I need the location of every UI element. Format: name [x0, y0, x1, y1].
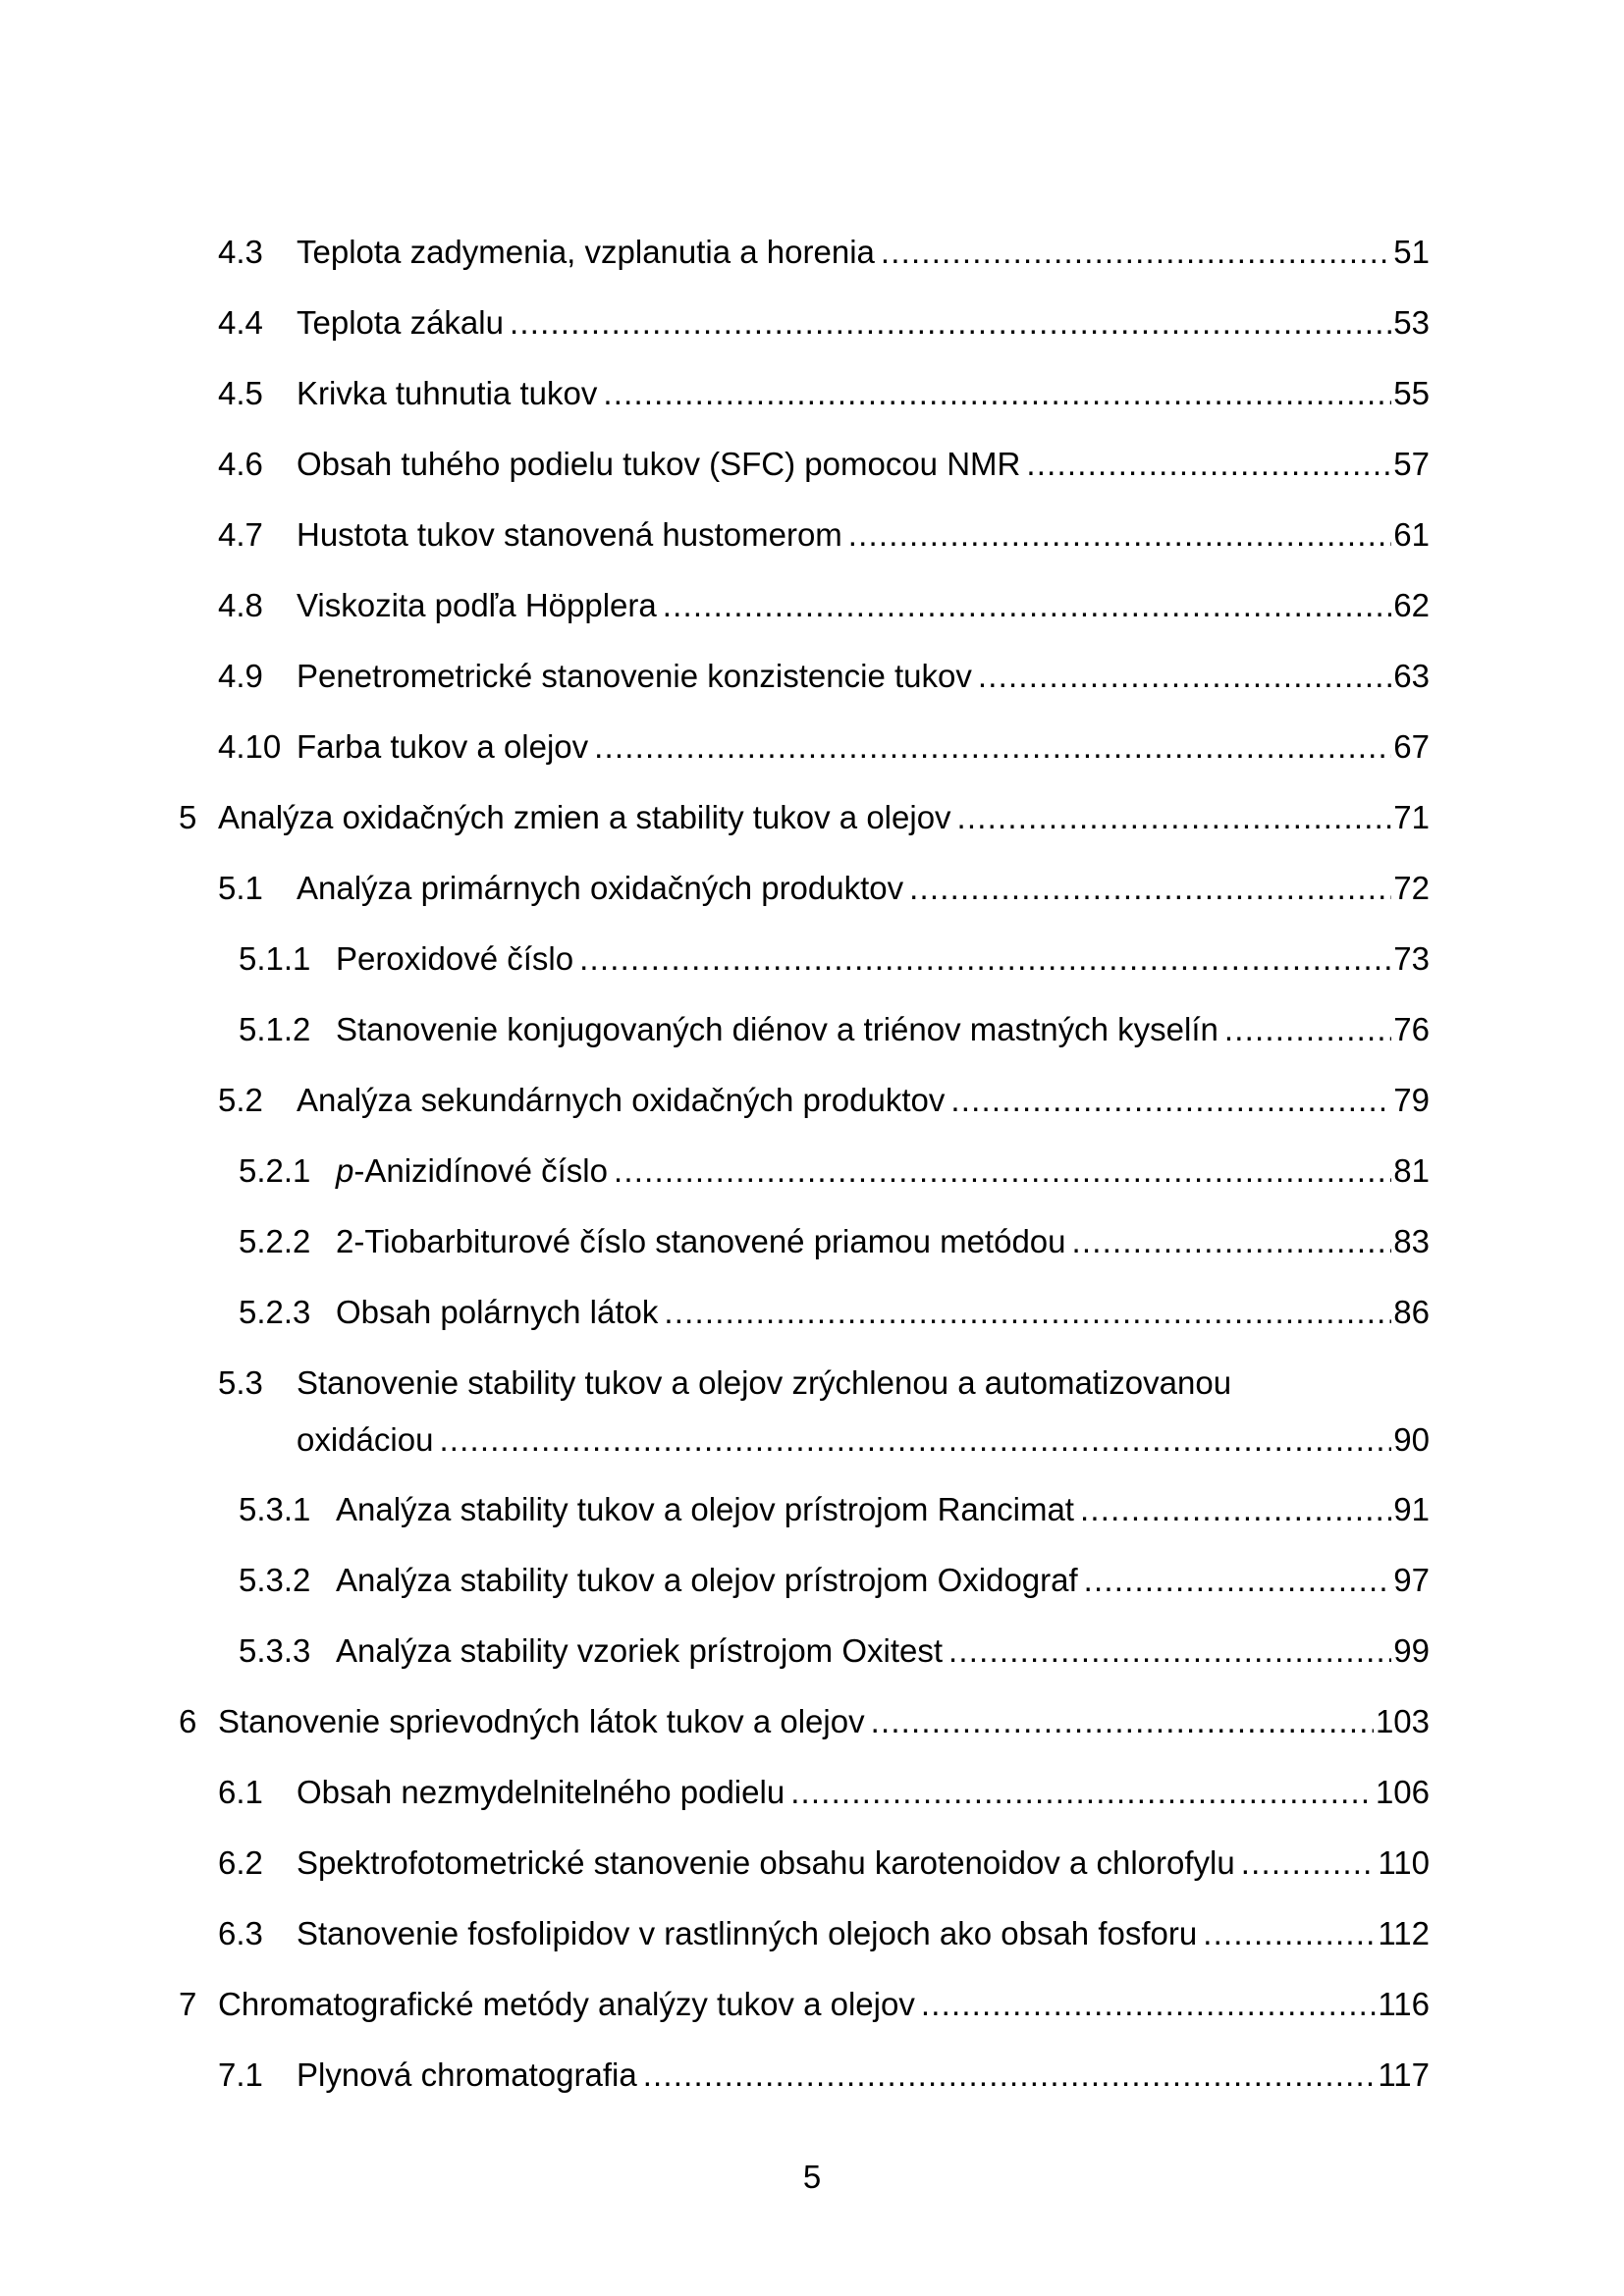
toc-entry-number: 6.2 [218, 1844, 263, 1881]
toc-entry[interactable] [336, 1222, 1430, 1261]
toc-entry-title: Analýza oxidačných zmien a stability tukov a olejov [218, 799, 951, 835]
toc-entry-title: Obsah polárnych látok [336, 1294, 659, 1330]
toc-entry-title: Analýza primárnych oxidačných produktov [297, 870, 904, 906]
dot-leader [1203, 1914, 1376, 1953]
toc-entry-page: 99 [1393, 1632, 1430, 1669]
toc-entry-title: Teplota zákalu [297, 304, 504, 341]
toc-entry-number: 5.3.1 [239, 1491, 311, 1527]
toc-entry-page: 86 [1393, 1294, 1430, 1330]
toc-entry-number: 4.10 [218, 728, 282, 765]
toc-entry[interactable] [336, 1561, 1430, 1600]
toc-entry[interactable] [297, 727, 1430, 767]
dot-leader [664, 1293, 1391, 1332]
toc-entry[interactable] [336, 939, 1430, 979]
toc-entry[interactable] [297, 1773, 1430, 1812]
toc-entry-page: 72 [1393, 870, 1430, 906]
dot-leader [663, 586, 1392, 625]
toc-entry-number: 4.7 [218, 516, 263, 553]
toc-entry-title: Krivka tuhnutia tukov [297, 375, 598, 411]
dot-leader [1026, 445, 1391, 484]
toc-entry[interactable] [297, 303, 1430, 343]
dot-leader [909, 869, 1391, 908]
toc-entry-title: Stanovenie sprievodných látok tukov a olejov [218, 1703, 865, 1739]
toc-entry[interactable] [297, 1914, 1430, 1953]
dot-leader [1224, 1010, 1391, 1049]
toc-entry-title: Hustota tukov stanovená hustomerom [297, 516, 842, 553]
toc-entry-title: 2-Tiobarbiturové číslo stanovené priamou metódou [336, 1223, 1066, 1259]
toc-entry-number: 4.6 [218, 446, 263, 482]
toc-entry-page: 91 [1393, 1491, 1430, 1527]
toc-entry[interactable] [297, 445, 1430, 484]
toc-entry[interactable] [218, 798, 1430, 837]
toc-entry-title: Penetrometrické stanovenie konzistencie tukov [297, 658, 972, 694]
toc-entry[interactable] [336, 1631, 1430, 1671]
toc-entry-page: 73 [1393, 940, 1430, 977]
toc-entry-number: 4.4 [218, 304, 263, 341]
dot-leader [510, 303, 1391, 343]
dot-leader [1072, 1222, 1392, 1261]
toc-entry-number: 6.3 [218, 1915, 263, 1951]
toc-entry-number: 5.2.3 [239, 1294, 311, 1330]
toc-entry-number: 5.3.2 [239, 1562, 311, 1598]
toc-entry-title: Viskozita podľa Höpplera [297, 587, 657, 623]
toc-entry-number: 5.3 [218, 1364, 263, 1401]
dot-leader [921, 1985, 1377, 2024]
toc-entry-number: 4.5 [218, 375, 263, 411]
dot-leader [881, 233, 1391, 272]
page-number: 5 [802, 2159, 822, 2195]
toc-entry-page: 90 [1393, 1421, 1430, 1458]
toc-entry-number: 4.3 [218, 234, 263, 270]
toc-entry-page: 116 [1378, 1986, 1430, 2022]
toc-entry-number: 5.1 [218, 870, 263, 906]
toc-entry-page: 97 [1393, 1562, 1430, 1598]
toc-entry[interactable] [297, 869, 1430, 908]
toc-entry-number: 5 [179, 799, 197, 835]
toc-entry-title: Stanovenie fosfolipidov v rastlinných olejoch ako obsah fosforu [297, 1915, 1198, 1951]
dot-leader [978, 657, 1391, 696]
toc-entry-title: Obsah nezmydelnitelného podielu [297, 1774, 785, 1810]
dot-leader [643, 2056, 1377, 2095]
toc-entry[interactable] [297, 586, 1430, 625]
toc-entry-page: 62 [1393, 587, 1430, 623]
toc-entry-page: 117 [1378, 2056, 1430, 2093]
toc-entry-title: Spektrofotometrické stanovenie obsahu karotenoidov a chlorofylu [297, 1844, 1235, 1881]
toc-entry-title: Analýza sekundárnych oxidačných produktov [297, 1082, 946, 1118]
toc-entry-number: 5.2.2 [239, 1223, 311, 1259]
toc-entry-number: 4.8 [218, 587, 263, 623]
toc-entry-title-italic: p [336, 1152, 354, 1189]
dot-leader [790, 1773, 1374, 1812]
toc-entry-number: 5.3.3 [239, 1632, 311, 1669]
toc-entry-title: Stanovenie konjugovaných diénov a triénov mastných kyselín [336, 1011, 1218, 1047]
toc-entry-number: 5.2.1 [239, 1152, 311, 1189]
toc-entry-page: 83 [1393, 1223, 1430, 1259]
dot-leader [439, 1420, 1391, 1460]
dot-leader [950, 1081, 1391, 1120]
toc-entry[interactable] [297, 657, 1430, 696]
dot-leader [603, 374, 1391, 413]
toc-entry-number: 7 [179, 1986, 197, 2022]
toc-entry-page: 110 [1378, 1844, 1430, 1881]
dot-leader [871, 1702, 1374, 1741]
toc-entry-page: 63 [1393, 658, 1430, 694]
toc-entry-title: Plynová chromatografia [297, 2056, 637, 2093]
toc-entry-title: Analýza stability tukov a olejov prístrojom Rancimat [336, 1491, 1074, 1527]
toc-entry[interactable] [297, 515, 1430, 555]
toc-entry-page: 103 [1375, 1703, 1430, 1739]
toc-entry-number: 5.1.2 [239, 1011, 311, 1047]
toc-entry-page: 57 [1393, 446, 1430, 482]
toc-entry-title [336, 1151, 608, 1191]
toc-entry-page: 61 [1393, 516, 1430, 553]
dot-leader [614, 1151, 1391, 1191]
toc-entry-number: 4.9 [218, 658, 263, 694]
toc-entry-page: 51 [1393, 234, 1430, 270]
toc-entry-title: Stanovenie stability tukov a olejov zrýchlenou a automatizovanou [297, 1364, 1232, 1401]
dot-leader [1241, 1843, 1377, 1883]
toc-entry-title-rest: -Anizidínové číslo [353, 1152, 608, 1189]
toc-entry[interactable] [218, 1985, 1430, 2024]
toc-entry[interactable] [297, 1843, 1430, 1883]
toc-entry-page: 79 [1393, 1082, 1430, 1118]
toc-entry[interactable] [336, 1010, 1430, 1049]
toc-entry-number: 7.1 [218, 2056, 263, 2093]
toc-entry-number: 5.2 [218, 1082, 263, 1118]
toc-entry[interactable] [336, 1151, 1430, 1191]
toc-entry[interactable] [297, 2056, 1430, 2095]
toc-entry[interactable] [297, 1420, 1430, 1460]
dot-leader [948, 1631, 1391, 1671]
toc-entry-page: 112 [1378, 1915, 1430, 1951]
toc-entry-page: 76 [1393, 1011, 1430, 1047]
dot-leader [1084, 1561, 1392, 1600]
toc-entry-number: 6 [179, 1703, 197, 1739]
dot-leader [579, 939, 1391, 979]
toc-entry[interactable] [297, 374, 1430, 413]
toc-entry-page: 106 [1375, 1774, 1430, 1810]
toc-entry-number: 5.1.1 [239, 940, 311, 977]
dot-leader [1080, 1490, 1391, 1529]
toc-entry[interactable] [218, 1702, 1430, 1741]
toc-entry-page: 71 [1393, 799, 1430, 835]
toc-entry-page: 81 [1393, 1152, 1430, 1189]
toc-entry-title: Chromatografické metódy analýzy tukov a olejov [218, 1986, 915, 2022]
toc-entry-page: 53 [1393, 304, 1430, 341]
toc-entry[interactable] [297, 233, 1430, 272]
toc-entry-title: Peroxidové číslo [336, 940, 574, 977]
dot-leader [594, 727, 1391, 767]
toc-entry-title: Teplota zadymenia, vzplanutia a horenia [297, 234, 875, 270]
toc-entry-title: Farba tukov a olejov [297, 728, 589, 765]
toc-entry-page: 55 [1393, 375, 1430, 411]
toc-entry-title: Analýza stability tukov a olejov prístrojom Oxidograf [336, 1562, 1078, 1598]
dot-leader [957, 798, 1392, 837]
toc-entry-title: Obsah tuhého podielu tukov (SFC) pomocou NMR [297, 446, 1021, 482]
toc-entry-title: Analýza stability vzoriek prístrojom Oxitest [336, 1632, 944, 1669]
dot-leader [848, 515, 1391, 555]
toc-entry[interactable] [297, 1081, 1430, 1120]
toc-entry-number: 6.1 [218, 1774, 263, 1810]
toc-entry-title: oxidáciou [297, 1421, 434, 1458]
toc-entry-page: 67 [1393, 728, 1430, 765]
toc-entry[interactable] [336, 1293, 1430, 1332]
toc-entry[interactable] [336, 1490, 1430, 1529]
